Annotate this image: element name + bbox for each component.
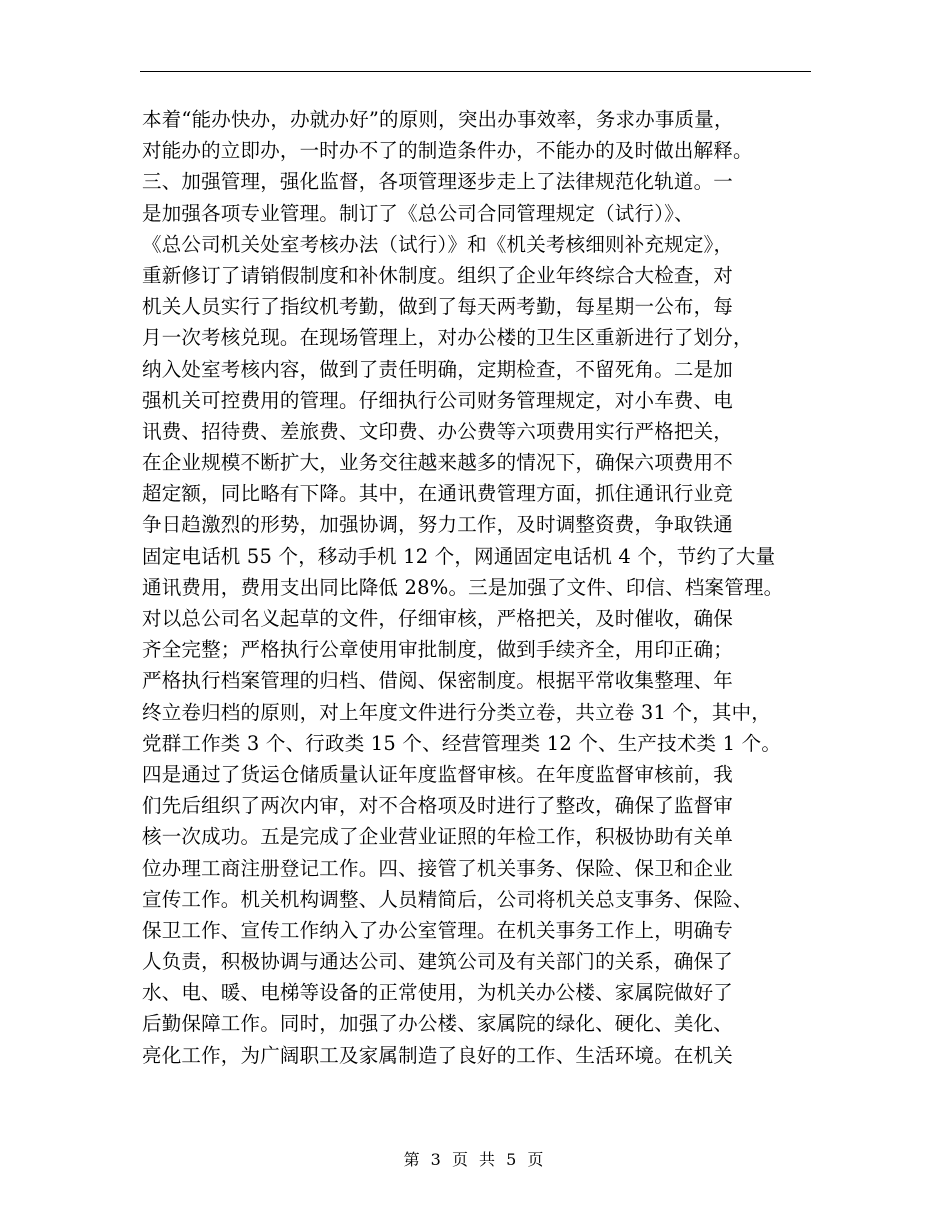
text-line: 本着“能办快办，办就办好”的原则，突出办事效率，务求办事质量， <box>142 108 734 131</box>
text-line: 三、加强管理，强化监督，各项管理逐步走上了法律规范化轨道。一 <box>142 170 734 194</box>
text-line: 位办理工商注册登记工作。四、接管了机关事务、保险、保卫和企业 <box>142 856 734 880</box>
text-line: 对能办的立即办，一时办不了的制造条件办，不能办的及时做出解释。 <box>142 139 753 163</box>
text-line: 严格执行档案管理的归档、借阅、保密制度。根据平常收集整理、年 <box>142 669 734 693</box>
text-line: 重新修订了请销假制度和补休制度。组织了企业年终综合大检查，对 <box>142 263 734 287</box>
text-line: 人负责，积极协调与通达公司、建筑公司及有关部门的关系，确保了 <box>142 950 734 974</box>
text-line: 对以总公司名义起草的文件，仔细审核，严格把关，及时催收，确保 <box>142 607 734 630</box>
text-line: 通讯费用，费用支出同比降低 28%。三是加强了文件、印信、档案管理。 <box>142 575 784 599</box>
text-line: 们先后组织了两次内审，对不合格项及时进行了整改，确保了监督审 <box>142 794 734 818</box>
text-line: 强机关可控费用的管理。仔细执行公司财务管理规定，对小车费、电 <box>142 388 734 412</box>
text-line: 齐全完整；严格执行公章使用审批制度，做到手续齐全，用印正确； <box>142 638 734 662</box>
text-line: 保卫工作、宣传工作纳入了办公室管理。在机关事务工作上，明确专 <box>142 918 734 942</box>
text-line: 水、电、暖、电梯等设备的正常使用，为机关办公楼、家属院做好了 <box>142 981 734 1005</box>
text-line: 机关人员实行了指纹机考勤，做到了每天两考勤，每星期一公布，每 <box>142 295 734 319</box>
header-rule <box>140 71 811 72</box>
text-line: 党群工作类 3 个、行政类 15 个、经营管理类 12 个、生产技术类 1 个。 <box>142 731 782 755</box>
text-line: 《总公司机关处室考核办法（试行）》和《机关考核细则补充规定》， <box>142 232 734 256</box>
text-line: 超定额，同比略有下降。其中，在通讯费管理方面，抓住通讯行业竞 <box>142 482 734 506</box>
text-line: 四是通过了货运仓储质量认证年度监督审核。在年度监督审核前，我 <box>142 762 734 786</box>
text-line: 核一次成功。五是完成了企业营业证照的年检工作，积极协助有关单 <box>142 825 734 849</box>
text-line: 亮化工作，为广阔职工及家属制造了良好的工作、生活环境。在机关 <box>142 1043 734 1067</box>
text-line: 纳入处室考核内容，做到了责任明确，定期检查，不留死角。二是加 <box>142 357 734 381</box>
text-line: 讯费、招待费、差旅费、文印费、办公费等六项费用实行严格把关， <box>142 419 734 443</box>
text-line: 月一次考核兑现。在现场管理上，对办公楼的卫生区重新进行了划分， <box>142 326 753 350</box>
text-line: 后勤保障工作。同时，加强了办公楼、家属院的绿化、硬化、美化、 <box>142 1012 734 1036</box>
text-line: 争日趋激烈的形势，加强协调，努力工作，及时调整资费，争取铁通 <box>142 513 734 537</box>
text-line: 在企业规模不断扩大，业务交往越来越多的情况下，确保六项费用不 <box>142 451 734 475</box>
page-number-footer: 第 3 页 共 5 页 <box>403 1150 547 1169</box>
body-text <box>142 104 832 1071</box>
text-line: 宣传工作。机关机构调整、人员精简后，公司将机关总支事务、保险、 <box>142 887 753 911</box>
text-line: 是加强各项专业管理。制订了《总公司合同管理规定（试行）》、 <box>142 201 694 225</box>
text-line: 终立卷归档的原则，对上年度文件进行分类立卷，共立卷 31 个，其中， <box>142 700 772 724</box>
text-line: 固定电话机 55 个，移动手机 12 个，网通固定电话机 4 个，节约了大量 <box>142 544 776 568</box>
